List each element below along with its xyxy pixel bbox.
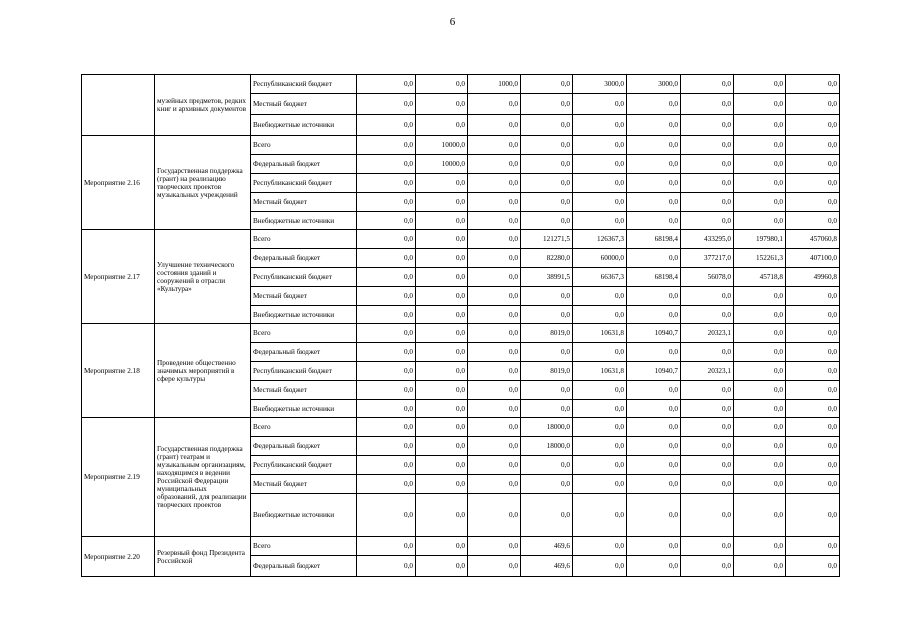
- budget-value: 0,0: [786, 556, 840, 577]
- budget-value: 0,0: [734, 324, 786, 343]
- funding-source: Всего: [251, 136, 357, 155]
- budget-value: 0,0: [357, 268, 416, 287]
- budget-value: 0,0: [734, 556, 786, 577]
- budget-value: 0,0: [786, 212, 840, 230]
- budget-value: 0,0: [627, 437, 681, 456]
- budget-value: 0,0: [573, 494, 627, 537]
- budget-value: 0,0: [357, 94, 416, 115]
- budget-value: 0,0: [786, 456, 840, 475]
- event-description: Резервный фонд Президента Российской: [155, 537, 251, 577]
- event-label: Мероприятие 2.18: [82, 324, 155, 418]
- budget-value: 0,0: [521, 400, 573, 418]
- budget-value: 0,0: [786, 494, 840, 537]
- budget-table: [81, 74, 840, 577]
- budget-value: 45718,8: [734, 268, 786, 287]
- budget-value: 20323,1: [681, 324, 734, 343]
- budget-value: 0,0: [786, 537, 840, 556]
- budget-value: 0,0: [734, 400, 786, 418]
- budget-value: 3000,0: [573, 75, 627, 94]
- budget-value: 0,0: [357, 381, 416, 400]
- budget-value: 0,0: [521, 475, 573, 494]
- budget-value: 0,0: [416, 475, 468, 494]
- budget-value: 0,0: [416, 115, 468, 136]
- budget-value: 457060,8: [786, 230, 840, 249]
- budget-value: 0,0: [734, 193, 786, 212]
- budget-value: 0,0: [468, 174, 521, 193]
- budget-value: 0,0: [521, 155, 573, 174]
- budget-value: 0,0: [627, 94, 681, 115]
- event-description: Государственная поддержка (грант) на реализацию творческих проектов музыкальных учреждений: [155, 136, 251, 230]
- budget-value: 0,0: [468, 343, 521, 362]
- funding-source: Республиканский бюджет: [251, 456, 357, 475]
- budget-value: 0,0: [734, 94, 786, 115]
- budget-value: 0,0: [521, 494, 573, 537]
- budget-value: 10000,0: [416, 155, 468, 174]
- budget-value: 0,0: [573, 537, 627, 556]
- budget-value: 0,0: [681, 174, 734, 193]
- budget-value: 0,0: [521, 287, 573, 306]
- funding-source: Всего: [251, 230, 357, 249]
- budget-value: 0,0: [468, 418, 521, 437]
- budget-value: 152261,3: [734, 249, 786, 268]
- budget-value: 0,0: [573, 115, 627, 136]
- budget-value: 0,0: [357, 343, 416, 362]
- budget-value: 0,0: [681, 343, 734, 362]
- budget-value: 0,0: [468, 115, 521, 136]
- budget-value: 0,0: [681, 306, 734, 324]
- budget-value: 0,0: [468, 230, 521, 249]
- budget-value: 0,0: [357, 75, 416, 94]
- budget-value: 0,0: [416, 306, 468, 324]
- budget-value: 0,0: [573, 193, 627, 212]
- budget-value: 0,0: [734, 437, 786, 456]
- budget-value: 0,0: [786, 343, 840, 362]
- budget-value: 0,0: [521, 343, 573, 362]
- budget-value: 0,0: [573, 212, 627, 230]
- budget-value: 0,0: [786, 136, 840, 155]
- budget-value: 0,0: [468, 556, 521, 577]
- budget-value: 0,0: [627, 556, 681, 577]
- budget-value: 0,0: [357, 400, 416, 418]
- budget-value: 0,0: [416, 494, 468, 537]
- event-label: Мероприятие 2.16: [82, 136, 155, 230]
- budget-value: 0,0: [521, 306, 573, 324]
- event-label: Мероприятие 2.17: [82, 230, 155, 324]
- budget-value: 0,0: [786, 287, 840, 306]
- budget-value: 0,0: [416, 324, 468, 343]
- budget-value: 0,0: [573, 94, 627, 115]
- budget-value: 0,0: [627, 136, 681, 155]
- budget-value: 0,0: [468, 94, 521, 115]
- funding-source: Всего: [251, 324, 357, 343]
- funding-source: Местный бюджет: [251, 475, 357, 494]
- budget-value: 0,0: [468, 249, 521, 268]
- budget-value: 121271,5: [521, 230, 573, 249]
- budget-value: 0,0: [468, 381, 521, 400]
- budget-value: 0,0: [416, 556, 468, 577]
- budget-value: 0,0: [357, 456, 416, 475]
- budget-value: 10000,0: [416, 136, 468, 155]
- event-description: музейных предметов, редких книг и архивных документов: [155, 75, 251, 136]
- budget-value: 0,0: [468, 287, 521, 306]
- budget-value: 0,0: [734, 75, 786, 94]
- funding-source: Внебюджетные источники: [251, 306, 357, 324]
- budget-value: 0,0: [573, 343, 627, 362]
- budget-value: 8019,0: [521, 362, 573, 381]
- budget-value: 0,0: [357, 230, 416, 249]
- budget-value: 0,0: [416, 456, 468, 475]
- budget-value: 0,0: [786, 400, 840, 418]
- funding-source: Республиканский бюджет: [251, 268, 357, 287]
- event-description: Улучшение технического состояния зданий и сооружений в отрасли «Культура»: [155, 230, 251, 324]
- budget-value: 0,0: [681, 136, 734, 155]
- budget-value: 0,0: [627, 212, 681, 230]
- budget-value: 0,0: [681, 212, 734, 230]
- budget-value: 1000,0: [468, 75, 521, 94]
- budget-value: 0,0: [786, 381, 840, 400]
- budget-value: 0,0: [786, 437, 840, 456]
- budget-value: 38991,5: [521, 268, 573, 287]
- table-row: [82, 418, 840, 437]
- budget-value: 0,0: [468, 362, 521, 381]
- budget-value: 0,0: [786, 115, 840, 136]
- budget-value: 0,0: [681, 556, 734, 577]
- budget-value: 0,0: [416, 381, 468, 400]
- budget-value: 0,0: [786, 306, 840, 324]
- budget-value: 0,0: [416, 193, 468, 212]
- funding-source: Федеральный бюджет: [251, 343, 357, 362]
- budget-value: 0,0: [521, 94, 573, 115]
- budget-value: 0,0: [357, 115, 416, 136]
- budget-value: 0,0: [468, 475, 521, 494]
- funding-source: Местный бюджет: [251, 381, 357, 400]
- budget-value: 0,0: [357, 556, 416, 577]
- budget-value: 0,0: [681, 75, 734, 94]
- budget-value: 68198,4: [627, 268, 681, 287]
- budget-value: 0,0: [627, 193, 681, 212]
- funding-source: Федеральный бюджет: [251, 437, 357, 456]
- funding-source: Внебюджетные источники: [251, 115, 357, 136]
- budget-value: 0,0: [734, 362, 786, 381]
- budget-value: 0,0: [627, 418, 681, 437]
- budget-value: 407100,0: [786, 249, 840, 268]
- budget-value: 0,0: [734, 115, 786, 136]
- budget-value: 0,0: [468, 193, 521, 212]
- budget-value: 0,0: [627, 343, 681, 362]
- budget-value: 20323,1: [681, 362, 734, 381]
- budget-value: 0,0: [681, 456, 734, 475]
- budget-value: 0,0: [573, 400, 627, 418]
- table-row: [82, 136, 840, 155]
- budget-value: 0,0: [627, 249, 681, 268]
- budget-value: 0,0: [786, 174, 840, 193]
- budget-value: 0,0: [573, 306, 627, 324]
- budget-value: 0,0: [681, 155, 734, 174]
- budget-value: 0,0: [681, 494, 734, 537]
- budget-value: 0,0: [627, 306, 681, 324]
- event-description: Проведение общественно значимых мероприятий в сфере культуры: [155, 324, 251, 418]
- budget-value: 0,0: [573, 174, 627, 193]
- budget-value: 0,0: [521, 174, 573, 193]
- budget-value: 0,0: [681, 537, 734, 556]
- budget-value: 0,0: [734, 287, 786, 306]
- budget-value: 433295,0: [681, 230, 734, 249]
- budget-value: 0,0: [573, 475, 627, 494]
- funding-source: Местный бюджет: [251, 94, 357, 115]
- budget-value: 0,0: [468, 306, 521, 324]
- budget-value: 10631,8: [573, 324, 627, 343]
- budget-value: 0,0: [573, 418, 627, 437]
- budget-value: 0,0: [468, 324, 521, 343]
- budget-value: 10631,8: [573, 362, 627, 381]
- budget-value: 0,0: [681, 381, 734, 400]
- budget-value: 0,0: [416, 400, 468, 418]
- budget-value: 0,0: [786, 324, 840, 343]
- budget-value: 0,0: [681, 400, 734, 418]
- budget-value: 0,0: [627, 537, 681, 556]
- budget-value: 0,0: [786, 193, 840, 212]
- budget-value: 0,0: [416, 287, 468, 306]
- budget-value: 0,0: [734, 343, 786, 362]
- budget-value: 0,0: [627, 174, 681, 193]
- budget-value: 0,0: [786, 475, 840, 494]
- budget-value: 0,0: [357, 174, 416, 193]
- budget-value: 18000,0: [521, 437, 573, 456]
- budget-value: 0,0: [627, 494, 681, 537]
- funding-source: Внебюджетные источники: [251, 212, 357, 230]
- budget-value: 0,0: [468, 212, 521, 230]
- funding-source: Федеральный бюджет: [251, 249, 357, 268]
- budget-value: 68198,4: [627, 230, 681, 249]
- event-label: [82, 75, 155, 136]
- budget-value: 0,0: [734, 475, 786, 494]
- funding-source: Внебюджетные источники: [251, 400, 357, 418]
- funding-source: Всего: [251, 418, 357, 437]
- budget-value: 0,0: [468, 494, 521, 537]
- funding-source: Республиканский бюджет: [251, 75, 357, 94]
- budget-value: 0,0: [468, 136, 521, 155]
- budget-value: 0,0: [786, 75, 840, 94]
- funding-source: Всего: [251, 537, 357, 556]
- budget-value: 0,0: [468, 456, 521, 475]
- event-label: Мероприятие 2.19: [82, 418, 155, 537]
- table-row: [82, 75, 840, 94]
- budget-value: 0,0: [416, 94, 468, 115]
- funding-source: Местный бюджет: [251, 193, 357, 212]
- budget-value: 66367,3: [573, 268, 627, 287]
- budget-value: 0,0: [416, 418, 468, 437]
- budget-value: 0,0: [786, 94, 840, 115]
- budget-value: 18000,0: [521, 418, 573, 437]
- budget-value: 0,0: [468, 400, 521, 418]
- budget-value: 0,0: [681, 287, 734, 306]
- budget-value: 126367,3: [573, 230, 627, 249]
- budget-value: 0,0: [573, 381, 627, 400]
- budget-value: 0,0: [734, 456, 786, 475]
- budget-value: 0,0: [416, 343, 468, 362]
- budget-value: 3000,0: [627, 75, 681, 94]
- budget-value: 0,0: [521, 212, 573, 230]
- budget-value: 0,0: [521, 381, 573, 400]
- budget-value: 0,0: [627, 400, 681, 418]
- budget-value: 0,0: [468, 268, 521, 287]
- budget-value: 0,0: [416, 437, 468, 456]
- budget-value: 0,0: [681, 437, 734, 456]
- table-row: [82, 537, 840, 556]
- budget-value: 0,0: [573, 437, 627, 456]
- budget-value: 0,0: [734, 174, 786, 193]
- budget-value: 0,0: [468, 537, 521, 556]
- budget-value: 0,0: [786, 418, 840, 437]
- budget-value: 0,0: [681, 418, 734, 437]
- budget-value: 0,0: [357, 475, 416, 494]
- funding-source: Республиканский бюджет: [251, 362, 357, 381]
- table-row: [82, 324, 840, 343]
- budget-value: 0,0: [357, 249, 416, 268]
- budget-value: 0,0: [573, 456, 627, 475]
- budget-value: 0,0: [734, 494, 786, 537]
- budget-value: 469,6: [521, 556, 573, 577]
- budget-value: 0,0: [357, 362, 416, 381]
- event-description: Государственная поддержка (грант) театрам и музыкальным организациям, находящимся в ведении Российской Федерации муниципальных образований, для реализации творческих проектов: [155, 418, 251, 537]
- budget-value: 0,0: [416, 75, 468, 94]
- budget-value: 49960,8: [786, 268, 840, 287]
- budget-value: 0,0: [573, 287, 627, 306]
- budget-value: 8019,0: [521, 324, 573, 343]
- budget-value: 0,0: [416, 362, 468, 381]
- funding-source: Республиканский бюджет: [251, 174, 357, 193]
- budget-value: 0,0: [627, 381, 681, 400]
- budget-value: 0,0: [627, 287, 681, 306]
- budget-value: 82280,0: [521, 249, 573, 268]
- budget-value: 0,0: [357, 324, 416, 343]
- funding-source: Федеральный бюджет: [251, 155, 357, 174]
- budget-value: 0,0: [357, 437, 416, 456]
- budget-value: 0,0: [416, 174, 468, 193]
- budget-value: 0,0: [468, 437, 521, 456]
- budget-value: 0,0: [357, 212, 416, 230]
- budget-value: 0,0: [416, 537, 468, 556]
- budget-value: 0,0: [627, 456, 681, 475]
- budget-value: 0,0: [357, 193, 416, 212]
- budget-value: 0,0: [734, 212, 786, 230]
- budget-value: 0,0: [357, 155, 416, 174]
- budget-value: 60000,0: [573, 249, 627, 268]
- budget-value: 0,0: [786, 362, 840, 381]
- budget-value: 0,0: [468, 155, 521, 174]
- budget-value: 0,0: [573, 155, 627, 174]
- budget-value: 0,0: [357, 537, 416, 556]
- budget-value: 0,0: [521, 136, 573, 155]
- budget-value: 0,0: [734, 155, 786, 174]
- funding-source: Местный бюджет: [251, 287, 357, 306]
- event-label: Мероприятие 2.20: [82, 537, 155, 577]
- budget-value: 0,0: [416, 249, 468, 268]
- funding-source: Федеральный бюджет: [251, 556, 357, 577]
- budget-value: 0,0: [573, 556, 627, 577]
- budget-value: 0,0: [357, 418, 416, 437]
- budget-value: 0,0: [357, 494, 416, 537]
- budget-value: 0,0: [627, 115, 681, 136]
- budget-value: 469,6: [521, 537, 573, 556]
- budget-value: 0,0: [357, 306, 416, 324]
- budget-value: 0,0: [627, 155, 681, 174]
- budget-value: 0,0: [734, 306, 786, 324]
- budget-value: 0,0: [734, 418, 786, 437]
- budget-value: 0,0: [681, 94, 734, 115]
- budget-value: 0,0: [521, 456, 573, 475]
- budget-value: 10940,7: [627, 324, 681, 343]
- budget-value: 0,0: [734, 537, 786, 556]
- budget-value: 0,0: [357, 287, 416, 306]
- budget-value: 0,0: [521, 75, 573, 94]
- budget-value: 197980,1: [734, 230, 786, 249]
- budget-value: 0,0: [357, 136, 416, 155]
- budget-value: 0,0: [734, 136, 786, 155]
- budget-value: 377217,0: [681, 249, 734, 268]
- budget-value: 0,0: [681, 193, 734, 212]
- funding-source: Внебюджетные источники: [251, 494, 357, 537]
- budget-value: 0,0: [786, 155, 840, 174]
- budget-value: 56078,0: [681, 268, 734, 287]
- budget-value: 0,0: [627, 475, 681, 494]
- budget-value: 0,0: [573, 136, 627, 155]
- budget-value: 0,0: [416, 230, 468, 249]
- budget-value: 0,0: [681, 475, 734, 494]
- budget-value: 0,0: [521, 193, 573, 212]
- budget-value: 0,0: [734, 381, 786, 400]
- budget-value: 0,0: [416, 268, 468, 287]
- budget-value: 0,0: [416, 212, 468, 230]
- budget-value: 0,0: [681, 115, 734, 136]
- budget-value: 0,0: [521, 115, 573, 136]
- budget-value: 10940,7: [627, 362, 681, 381]
- page-number: 6: [449, 16, 456, 28]
- table-row: [82, 230, 840, 249]
